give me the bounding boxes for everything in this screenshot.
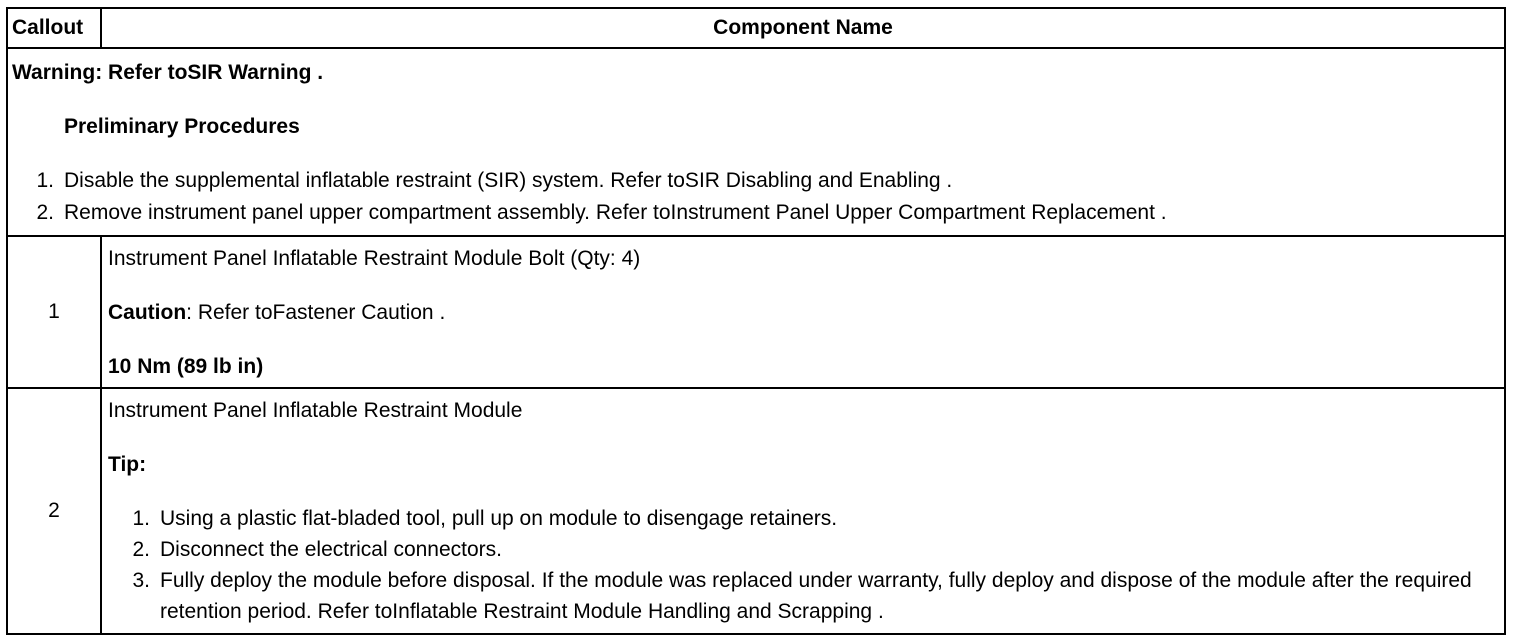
step-text: Fully deploy the module before disposal. If the module was replaced under warranty, fully deploy and dispose of the module after the required retention period. Refer toInflatable Restraint Module Handling and Scrapping . — [160, 569, 1472, 623]
preliminary-steps — [12, 165, 1498, 229]
component-table — [6, 7, 1506, 635]
list-item: 2. Remove instrument panel upper compartment assembly. Refer toInstrument Panel Upper Compartment Replacement . — [36, 201, 1167, 224]
component-name: Instrument Panel Inflatable Restraint Module — [108, 399, 523, 422]
step-text: Remove instrument panel upper compartment assembly. Refer toInstrument Panel Upper Compartment Replacement . — [64, 201, 1167, 224]
callout-number: 1 — [7, 236, 101, 388]
component-name: Instrument Panel Inflatable Restraint Module Bolt (Qty: 4) — [108, 247, 641, 270]
tip-steps — [108, 503, 1498, 627]
step-text: Disable the supplemental inflatable restraint (SIR) system. Refer toSIR Disabling and Enabling . — [64, 169, 953, 192]
list-item: 1. Using a plastic flat-bladed tool, pull up on module to disengage retainers. — [132, 507, 838, 530]
list-item: 2. Disconnect the electrical connectors. — [132, 538, 502, 561]
callout-number: 2 — [7, 388, 101, 634]
caution-text: : Refer toFastener Caution . — [186, 301, 446, 324]
preliminary-row — [7, 48, 1505, 236]
preliminary-title: Preliminary Procedures — [64, 115, 300, 138]
table-row — [7, 236, 1505, 388]
warning-label: Warning — [12, 61, 96, 84]
step-text: Using a plastic flat-bladed tool, pull up on module to disengage retainers. — [160, 507, 838, 530]
torque-spec: 10 Nm (89 lb in) — [108, 355, 264, 378]
list-item: 1. Disable the supplemental inflatable restraint (SIR) system. Refer toSIR Disabling and Enabling . — [36, 169, 953, 192]
caution-label: Caution — [108, 301, 187, 324]
preliminary-cell — [7, 48, 1505, 236]
tip-label: Tip: — [108, 453, 147, 476]
step-text: Disconnect the electrical connectors. — [160, 538, 502, 561]
header-row — [7, 8, 1505, 48]
warning-text: : Refer toSIR Warning . — [95, 61, 324, 84]
component-name-header: Component Name — [101, 8, 1505, 48]
table-row — [7, 388, 1505, 634]
list-item: 3. Fully deploy the module before disposal. If the module was replaced under warranty, fully deploy and dispose of the module after the required retention period. Refer toInflatable Restraint Module Handling and Scrapping . — [132, 569, 1472, 623]
component-cell — [101, 388, 1505, 634]
caution-line — [108, 299, 1498, 327]
callout-header: Callout — [7, 8, 101, 48]
warning-line — [12, 59, 1498, 87]
component-cell — [101, 236, 1505, 388]
